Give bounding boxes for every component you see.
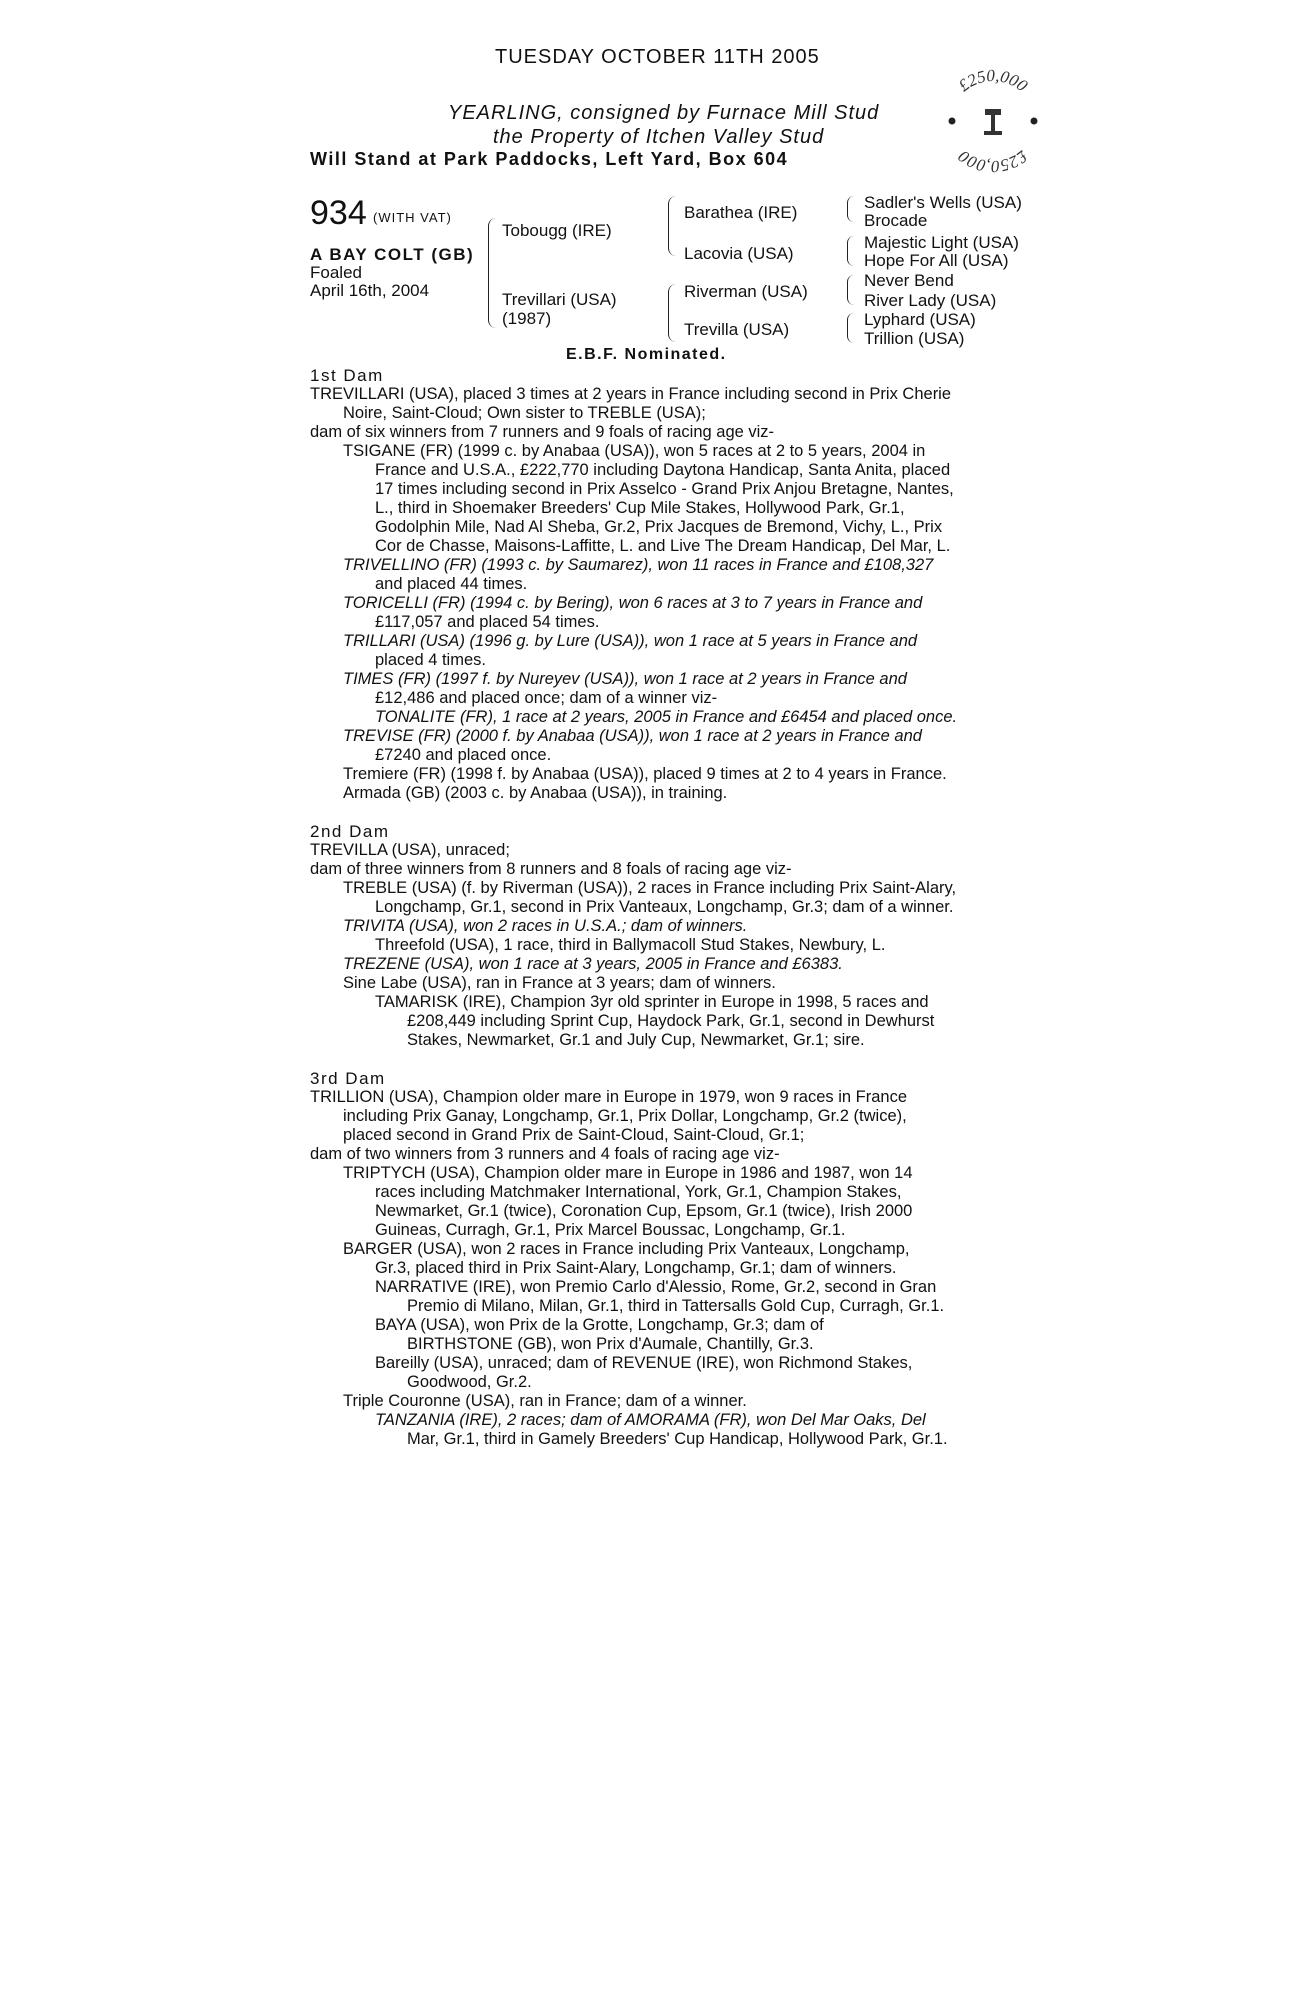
gen2-1: Barathea (IRE) (684, 203, 798, 222)
d1-line: Cor de Chasse, Maisons-Laffitte, L. and Live The Dream Handicap, Del Mar, L. (375, 537, 951, 555)
d1-line: dam of six winners from 7 runners and 9 foals of racing age viz- (310, 423, 775, 441)
section-third-dam: 3rd Dam (310, 1069, 386, 1088)
price-stamp (938, 66, 1048, 176)
d3-line: dam of two winners from 3 runners and 4 foals of racing age viz- (310, 1145, 780, 1163)
d1-line: £117,057 and placed 54 times. (375, 613, 600, 631)
d2-line: Stakes, Newmarket, Gr.1 and July Cup, Newmarket, Gr.1; sire. (407, 1031, 865, 1049)
section-first-dam: 1st Dam (310, 366, 384, 385)
d3-line: BARGER (USA), won 2 races in France including Prix Vanteaux, Longchamp, (343, 1240, 910, 1258)
dam-year: (1987) (502, 309, 552, 328)
d2-line: Threefold (USA), 1 race, third in Ballymacoll Stud Stakes, Newbury, L. (375, 936, 886, 954)
dam-name: Trevillari (USA) (502, 290, 617, 309)
gen3-5: Never Bend (864, 271, 954, 290)
d3-line: Premio di Milano, Milan, Gr.1, third in Tattersalls Gold Cup, Curragh, Gr.1. (407, 1297, 945, 1315)
d1-line: Armada (GB) (2003 c. by Anabaa (USA)), in training. (343, 784, 728, 802)
d2-line: TREVILLA (USA), unraced; (310, 841, 510, 859)
d1-line: and placed 44 times. (375, 575, 528, 593)
pedigree-brace-sire (668, 196, 677, 256)
d1-line: TORICELLI (FR) (1994 c. by Bering), won 6 races at 3 to 7 years in France and (343, 594, 923, 612)
d3-line: TRIPTYCH (USA), Champion older mare in Europe in 1986 and 1987, won 14 (343, 1164, 913, 1182)
stand-location: Will Stand at Park Paddocks, Left Yard, Box 604 (310, 149, 789, 169)
gen3-2: Brocade (864, 211, 928, 230)
d3-line: NARRATIVE (IRE), won Premio Carlo d'Alessio, Rome, Gr.2, second in Gran (375, 1278, 937, 1296)
sire-name: Tobougg (IRE) (502, 221, 612, 240)
d1-line: France and U.S.A., £222,770 including Daytona Handicap, Santa Anita, placed (375, 461, 951, 479)
d2-line: £208,449 including Sprint Cup, Haydock Park, Gr.1, second in Dewhurst (407, 1012, 935, 1030)
d3-line: Triple Couronne (USA), ran in France; dam of a winner. (343, 1392, 747, 1410)
svg-text:£250,000: £250,000 (954, 66, 1032, 96)
gen3-7: Lyphard (USA) (864, 310, 976, 329)
d3-line: TANZANIA (IRE), 2 races; dam of AMORAMA (FR), won Del Mar Oaks, Del (375, 1411, 926, 1429)
d3-line: races including Matchmaker International, York, Gr.1, Champion Stakes, (375, 1183, 902, 1201)
d3-line: BAYA (USA), won Prix de la Grotte, Longchamp, Gr.3; dam of (375, 1316, 824, 1334)
d3-line: TRILLION (USA), Champion older mare in Europe in 1979, won 9 races in France (310, 1088, 908, 1106)
gen3-8: Trillion (USA) (864, 329, 965, 348)
d1-line: Godolphin Mile, Nad Al Sheba, Gr.2, Prix Jacques de Bremond, Vichy, L., Prix (375, 518, 943, 536)
d2-line: TREZENE (USA), won 1 race at 3 years, 2005 in France and £6383. (343, 955, 843, 973)
lot-number: 934 (310, 194, 367, 232)
vat-note: (WITH VAT) (373, 210, 452, 225)
property-line: the Property of Itchen Valley Stud (493, 126, 825, 148)
gen3-3: Majestic Light (USA) (864, 233, 1019, 252)
d1-line: TREVILLARI (USA), placed 3 times at 2 years in France including second in Prix Cherie (310, 385, 952, 403)
d1-line: £7240 and placed once. (375, 746, 552, 764)
pedigree-brace-g3-2 (847, 236, 854, 266)
d3-line: including Prix Ganay, Longchamp, Gr.1, Prix Dollar, Longchamp, Gr.2 (twice), (343, 1107, 907, 1125)
d3-line: BIRTHSTONE (GB), won Prix d'Aumale, Chantilly, Gr.3. (407, 1335, 814, 1353)
d1-line: TREVISE (FR) (2000 f. by Anabaa (USA)), won 1 race at 2 years in France and (343, 727, 922, 745)
d3-line: Newmarket, Gr.1 (twice), Coronation Cup, Epsom, Gr.1 (twice), Irish 2000 (375, 1202, 913, 1220)
gen3-6: River Lady (USA) (864, 291, 997, 310)
d3-line: Guineas, Curragh, Gr.1, Prix Marcel Boussac, Longchamp, Gr.1. (375, 1221, 846, 1239)
gen2-3: Riverman (USA) (684, 282, 808, 301)
lot-name: A BAY COLT (GB) (310, 245, 475, 264)
sale-date: TUESDAY OCTOBER 11TH 2005 (495, 46, 820, 68)
gen3-4: Hope For All (USA) (864, 251, 1009, 270)
d2-line: Sine Labe (USA), ran in France at 3 years; dam of winners. (343, 974, 776, 992)
foaled-label: Foaled (310, 263, 362, 282)
d1-line: TSIGANE (FR) (1999 c. by Anabaa (USA)), won 5 races at 2 to 5 years, 2004 in (343, 442, 926, 460)
pedigree-brace-dam (668, 284, 677, 342)
d2-line: dam of three winners from 8 runners and 8 foals of racing age viz- (310, 860, 792, 878)
d2-line: TRIVITA (USA), won 2 races in U.S.A.; dam of winners. (343, 917, 748, 935)
gen2-2: Lacovia (USA) (684, 244, 794, 263)
d2-line: Longchamp, Gr.1, second in Prix Vanteaux, Longchamp, Gr.3; dam of a winner. (375, 898, 954, 916)
gen2-4: Trevilla (USA) (684, 320, 790, 339)
d1-line: Noire, Saint-Cloud; Own sister to TREBLE (USA); (343, 404, 706, 422)
d1-line: £12,486 and placed once; dam of a winner viz- (375, 689, 718, 707)
d1-line: Tremiere (FR) (1998 f. by Anabaa (USA)), placed 9 times at 2 to 4 years in France. (343, 765, 947, 783)
d1-line: TIMES (FR) (1997 f. by Nureyev (USA)), won 1 race at 2 years in France and (343, 670, 907, 688)
foaled-date: April 16th, 2004 (310, 281, 430, 300)
d3-line: Bareilly (USA), unraced; dam of REVENUE (IRE), won Richmond Stakes, (375, 1354, 913, 1372)
d1-line: TONALITE (FR), 1 race at 2 years, 2005 in France and £6454 and placed once. (375, 708, 958, 726)
d1-line: L., third in Shoemaker Breeders' Cup Mile Stakes, Hollywood Park, Gr.1, (375, 499, 905, 517)
svg-text:£250,000: £250,000 (954, 146, 1032, 176)
ebf-note: E.B.F. Nominated. (566, 346, 727, 363)
d3-line: Gr.3, placed third in Prix Saint-Alary, Longchamp, Gr.1; dam of winners. (375, 1259, 897, 1277)
d1-line: 17 times including second in Prix Asselco - Grand Prix Anjou Bretagne, Nantes, (375, 480, 954, 498)
pedigree-brace-g3-1 (847, 196, 854, 222)
d3-line: placed second in Grand Prix de Saint-Cloud, Saint-Cloud, Gr.1; (343, 1126, 805, 1144)
gen3-1: Sadler's Wells (USA) (864, 193, 1022, 212)
d3-line: Mar, Gr.1, third in Gamely Breeders' Cup Handicap, Hollywood Park, Gr.1. (407, 1430, 948, 1448)
d1-line: TRILLARI (USA) (1996 g. by Lure (USA)), won 1 race at 5 years in France and (343, 632, 918, 650)
d1-line: TRIVELLINO (FR) (1993 c. by Saumarez), won 11 races in France and £108,327 (343, 556, 934, 574)
pedigree-brace-main (488, 218, 497, 328)
section-second-dam: 2nd Dam (310, 822, 390, 841)
d3-line: Goodwood, Gr.2. (407, 1373, 532, 1391)
d2-line: TREBLE (USA) (f. by Riverman (USA)), 2 races in France including Prix Saint-Alary, (343, 879, 957, 897)
pedigree-brace-g3-4 (847, 313, 854, 343)
d2-line: TAMARISK (IRE), Champion 3yr old sprinter in Europe in 1998, 5 races and (375, 993, 929, 1011)
d1-line: placed 4 times. (375, 651, 486, 669)
consignor-line: YEARLING, consigned by Furnace Mill Stud (448, 102, 880, 124)
hammer-icon (984, 109, 1002, 135)
pedigree-brace-g3-3 (847, 275, 854, 305)
